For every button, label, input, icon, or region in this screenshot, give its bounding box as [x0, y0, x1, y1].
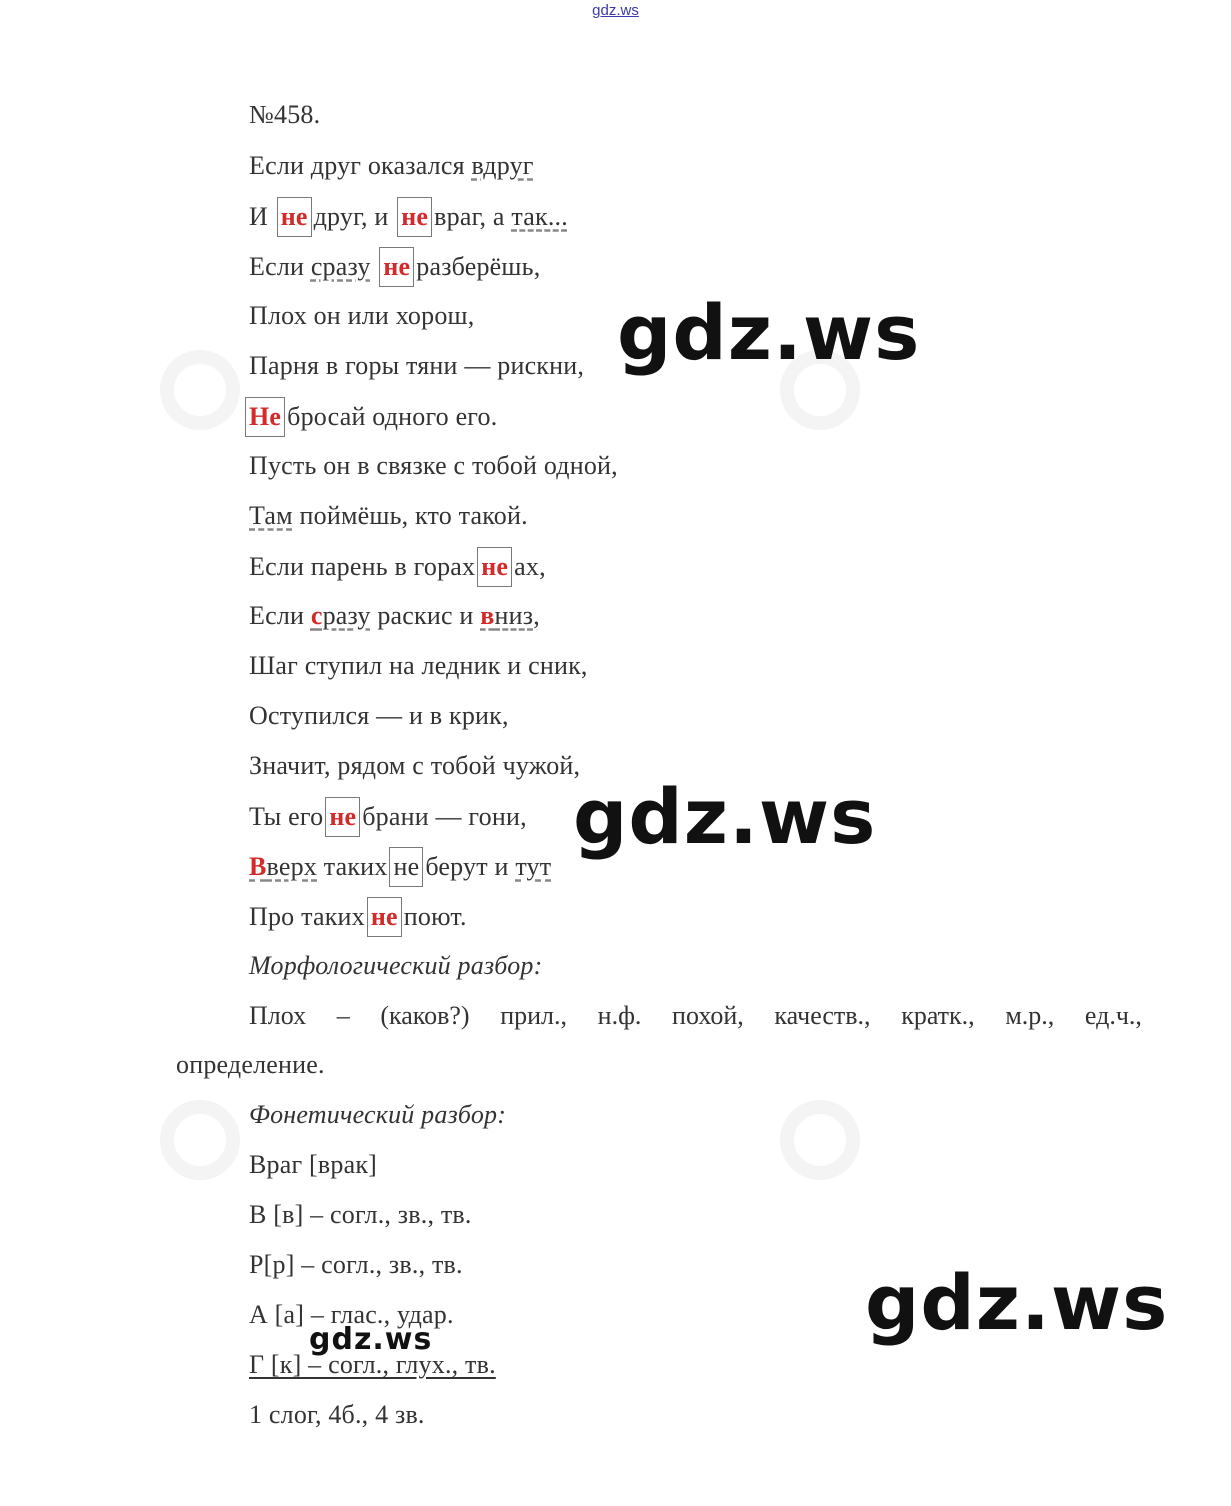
watermark-logo: gdz.ws	[617, 288, 921, 377]
watermark-logo: gdz.ws	[573, 772, 877, 861]
morph-word: ед.ч.,	[1084, 1001, 1142, 1030]
text: ах,	[514, 552, 546, 581]
ghost-watermark-3	[160, 1100, 240, 1180]
poem-line-15	[249, 847, 551, 887]
text: верх	[266, 852, 318, 881]
morph-word: похой,	[672, 1001, 744, 1030]
underlined-word: Там	[249, 501, 293, 530]
poem-line-1	[249, 149, 534, 183]
morph-word: прил.,	[500, 1001, 568, 1030]
phon-row-1: В [в] – согл., зв., тв.	[249, 1200, 472, 1229]
highlighted-letter: в	[480, 601, 495, 630]
boxed-particle: не	[379, 247, 414, 287]
underlined-word	[311, 601, 371, 630]
boxed-particle: не	[389, 847, 423, 887]
poem-line-9	[249, 547, 546, 587]
boxed-particle: не	[397, 197, 432, 237]
phon-row-2: Р[р] – согл., зв., тв.	[249, 1250, 463, 1279]
text: Ты его	[249, 802, 324, 831]
morph-word: Плох	[249, 1001, 307, 1030]
morph-word: н.ф.	[597, 1001, 642, 1030]
boxed-particle: не	[325, 797, 360, 837]
phon-title: Фонетический разбор:	[249, 1100, 507, 1129]
poem-line-3	[249, 247, 540, 287]
poem-line-13: Значит, рядом с тобой чужой,	[249, 751, 581, 780]
text: Если парень в горах	[249, 552, 476, 581]
morph-analysis	[249, 999, 1142, 1033]
highlighted-letter: В	[249, 852, 267, 881]
text: раскис и	[370, 601, 481, 630]
poem-line-16	[249, 897, 467, 937]
underlined-word: тут	[515, 852, 552, 881]
boxed-particle: не	[477, 547, 512, 587]
poem-line-2	[249, 197, 568, 237]
poem-line-14	[249, 797, 527, 837]
boxed-particle: Не	[245, 397, 285, 437]
text: низ	[494, 601, 534, 630]
morph-title: Морфологический разбор:	[249, 951, 543, 980]
text: берут и	[425, 852, 516, 881]
poem-line-6	[243, 397, 497, 437]
poem-line-11: Шаг ступил на ледник и сник,	[249, 651, 588, 680]
text: поймёшь, кто такой.	[292, 501, 528, 530]
morph-word: –	[336, 1001, 350, 1030]
poem-line-4: Плох он или хорош,	[249, 301, 475, 330]
underlined-word: вдруг	[471, 151, 534, 180]
morph-continuation: определение.	[176, 1050, 325, 1079]
underlined-word	[480, 601, 533, 630]
text: разберёшь,	[416, 252, 541, 281]
underlined-word: сразу	[310, 252, 371, 281]
text: И	[249, 202, 268, 231]
underlined-word	[249, 852, 317, 881]
text: Если	[249, 252, 311, 281]
phon-summary: 1 слог, 4б., 4 зв.	[249, 1400, 425, 1429]
poem-line-8	[249, 499, 528, 533]
boxed-particle: не	[277, 197, 312, 237]
morph-word: кратк.,	[901, 1001, 975, 1030]
text: Про таких	[249, 902, 365, 931]
text: враг, а	[434, 202, 512, 231]
poem-line-12: Оступился — и в крик,	[249, 701, 509, 730]
morph-word: м.р.,	[1005, 1001, 1055, 1030]
text: ,	[533, 601, 540, 630]
text: поют.	[403, 902, 467, 931]
ghost-watermark-1	[160, 350, 240, 430]
text: разу	[322, 601, 371, 630]
text: Если	[249, 601, 311, 630]
boxed-particle: не	[367, 897, 402, 937]
text: брани — гони,	[362, 802, 527, 831]
underlined-word: так...	[511, 202, 568, 231]
morph-word: (каков?)	[380, 1001, 470, 1030]
text: таких	[317, 852, 388, 881]
phon-word: Враг [врак]	[249, 1150, 378, 1179]
poem-line-7: Пусть он в связке с тобой одной,	[249, 451, 618, 480]
site-mark-top[interactable]: gdz.ws	[592, 2, 639, 19]
text: друг, и	[313, 202, 389, 231]
morph-word: качеств.,	[774, 1001, 871, 1030]
phon-row-3: А [а] – глас., удар.	[249, 1300, 454, 1329]
phon-row-4: Г [к] – согл., глух., тв.	[249, 1350, 496, 1379]
task-number: №458.	[249, 100, 321, 129]
watermark-logo-small: gdz.ws	[309, 1322, 433, 1357]
poem-line-10	[249, 599, 540, 633]
poem-line-5: Парня в горы тяни — рискни,	[249, 351, 585, 380]
highlighted-letter: с	[310, 601, 323, 630]
text: бросай одного его.	[287, 402, 498, 431]
text: Если друг оказался	[249, 151, 472, 180]
watermark-logo: gdz.ws	[865, 1258, 1169, 1347]
ghost-watermark-4	[780, 1100, 860, 1180]
